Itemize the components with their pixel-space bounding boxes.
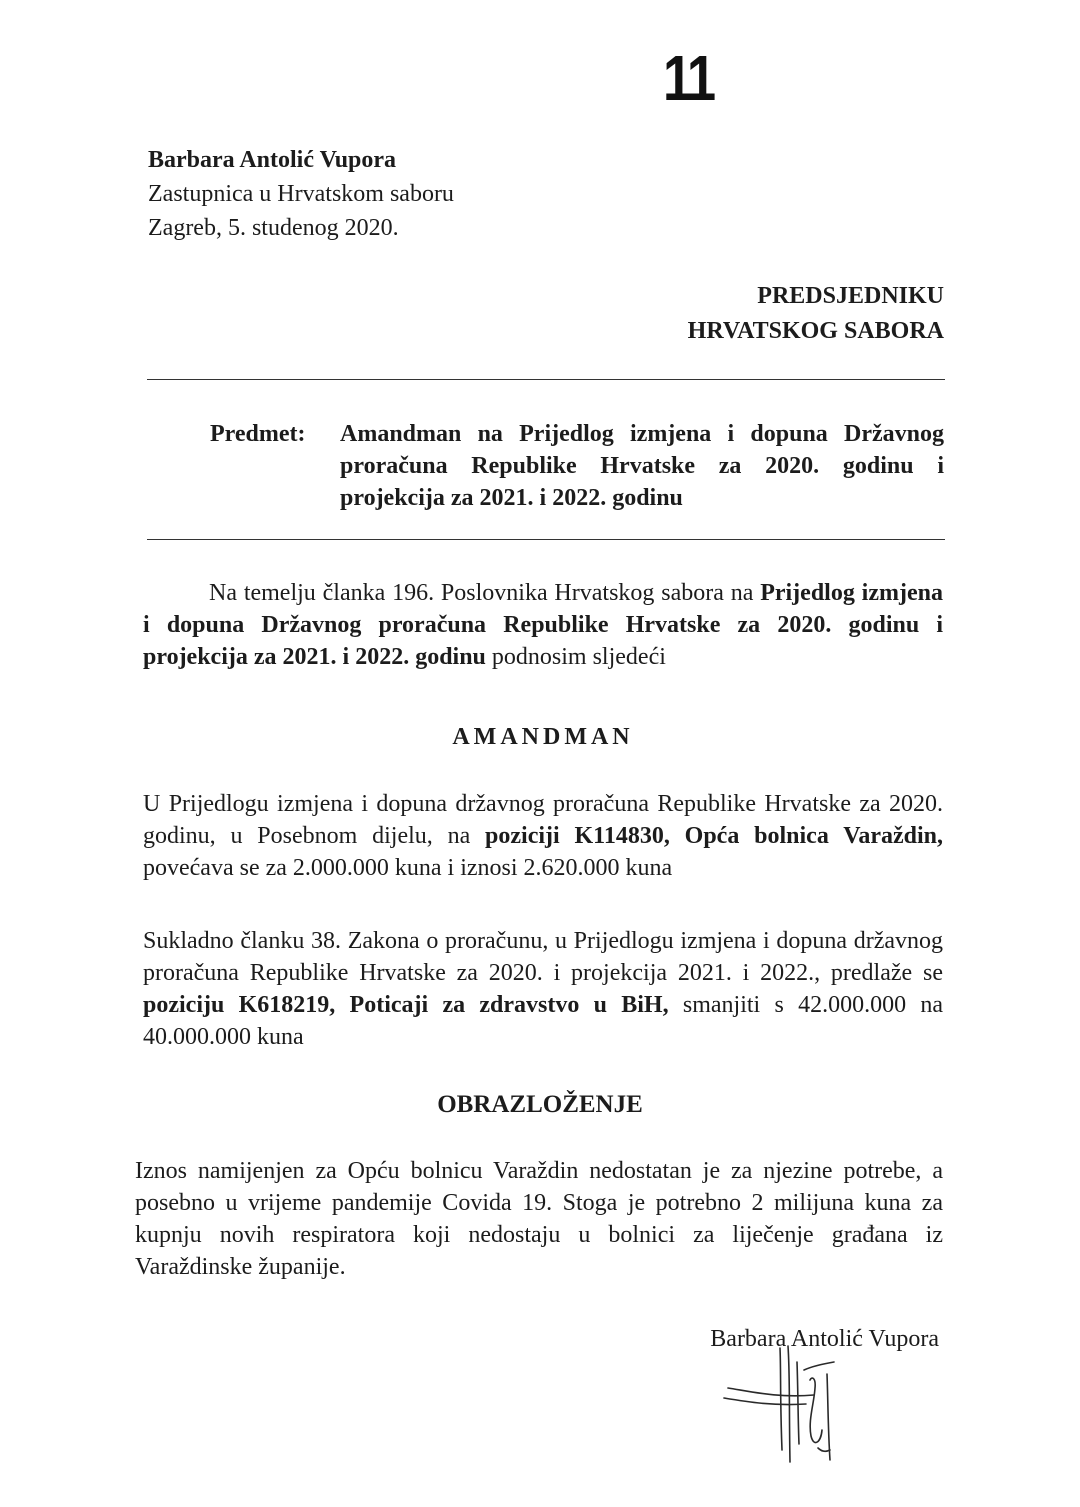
amendment-1-bold: poziciji K114830, Opća bolnica Varaždin, (485, 823, 943, 849)
intro-text-part-2: podnosim sljedeći (485, 644, 666, 670)
amendment-heading: AMANDMAN (452, 724, 634, 750)
intro-text-bold: Prijedlog izmjena i dopuna Državnog proračuna Republike Hrvatske za 2020. godinu i projekcija za 2021. i 2022. godinu (143, 580, 943, 670)
explanation-paragraph: Iznos namijenjen za Opću bolnicu Varaždin nedostatan je za njezine potrebe, a posebno u vrijeme pandemije Covida 19. Stoga je potrebno 2 milijuna kuna za kupnju novih respiratora koji nedostaju u bolnici za liječenje građana iz Varaždinske županije. (135, 1158, 943, 1280)
sender-role: Zastupnica u Hrvatskom saboru (148, 181, 454, 207)
amendment-2-part-2: smanjiti s 42.000.000 na 40.000.000 kuna (143, 992, 943, 1050)
explanation-heading: OBRAZLOŽENJE (437, 1091, 643, 1118)
amendment-2-bold: poziciju K618219, Poticaji za zdravstvo u BiH, (143, 992, 669, 1018)
signer-name: Barbara Antolić Vupora (710, 1326, 939, 1352)
amendment-2-part-1: Sukladno članku 38. Zakona o proračunu, u Prijedlogu izmjena i dopuna državnog proračuna Republike Hrvatske za 2020. i projekcija 2021. i 2022., predlaže se (143, 928, 943, 986)
amendment-1-part-2: povećava se za 2.000.000 kuna i iznosi 2.620.000 kuna (143, 855, 673, 881)
handwritten-signature (718, 1340, 848, 1470)
recipient-line-1: PREDSJEDNIKU (757, 283, 944, 309)
intro-text-part-1: Na temelju članka 196. Poslovnika Hrvatskog sabora na (209, 580, 761, 606)
page-number: 11 (663, 42, 714, 114)
sender-place-date: Zagreb, 5. studenog 2020. (148, 215, 399, 241)
amendment-paragraph-1 (143, 788, 943, 884)
divider-bottom (147, 539, 945, 540)
recipient-block (688, 279, 944, 349)
sender-name: Barbara Antolić Vupora (148, 147, 397, 173)
sender-block (148, 143, 454, 245)
subject-label: Predmet: (210, 421, 306, 447)
amendment-1-part-1: U Prijedlogu izmjena i dopuna državnog proračuna Republike Hrvatske za 2020. godinu, u Posebnom dijelu, na (143, 791, 943, 849)
amendment-paragraph-2 (143, 925, 943, 1053)
recipient-line-2: HRVATSKOG SABORA (687, 318, 944, 344)
divider-top (147, 379, 945, 380)
intro-paragraph (143, 577, 943, 673)
subject-text: Amandman na Prijedlog izmjena i dopuna Državnog proračuna Republike Hrvatske za 2020. godinu i projekcija za 2021. i 2022. godinu (340, 421, 944, 511)
